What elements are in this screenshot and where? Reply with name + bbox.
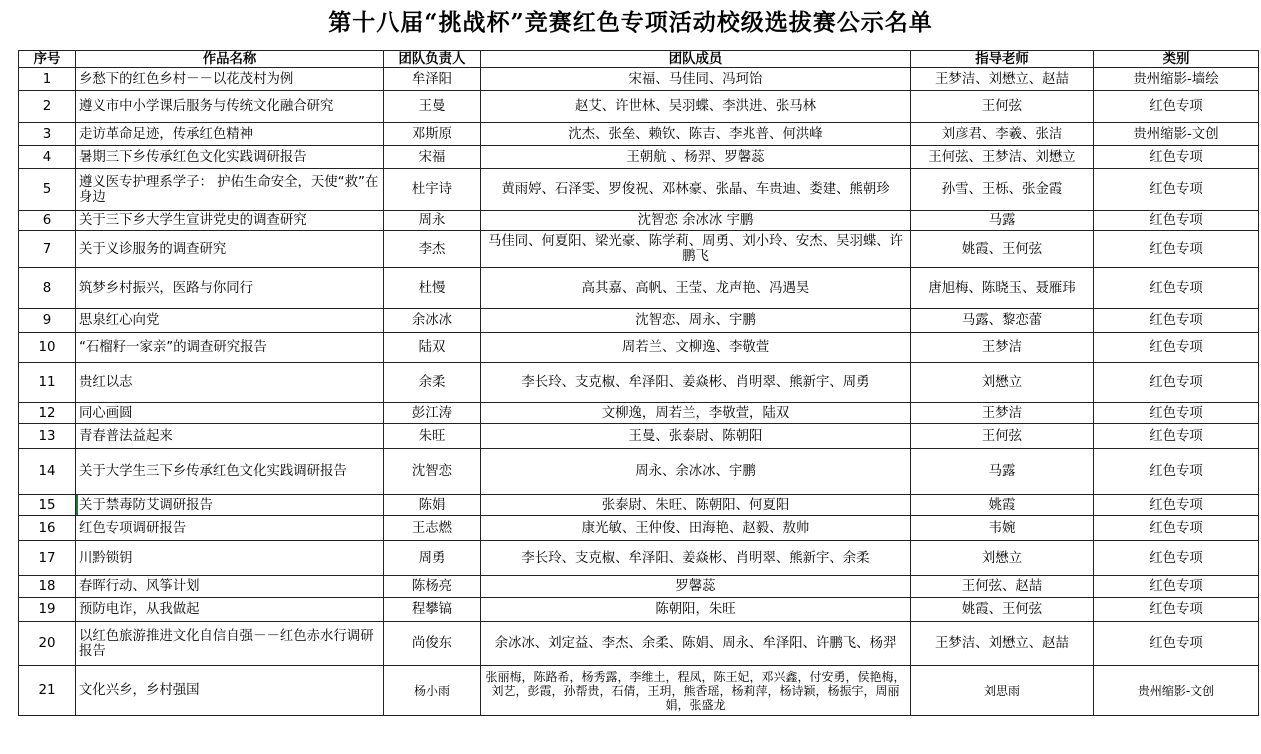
project-name[interactable]: 遵义医专护理系学子： 护佑生命安全，天使“救”在身边 [76, 169, 384, 211]
row-number[interactable]: 5 [19, 169, 76, 211]
category[interactable]: 红色专项 [1094, 403, 1259, 424]
table-row [19, 268, 1259, 309]
category[interactable]: 红色专项 [1094, 211, 1259, 231]
advisor[interactable]: 唐旭梅、陈晓玉、聂雁玮 [911, 268, 1094, 309]
row-number[interactable]: 18 [19, 576, 76, 598]
row-number[interactable]: 20 [19, 622, 76, 666]
team-leader[interactable]: 杨小雨 [384, 666, 481, 716]
row-number[interactable]: 21 [19, 666, 76, 716]
table-row [19, 146, 1259, 169]
category[interactable]: 红色专项 [1094, 495, 1259, 516]
header-no: 序号 [19, 51, 76, 68]
table-row [19, 363, 1259, 403]
row-number[interactable]: 10 [19, 333, 76, 363]
table-row [19, 403, 1259, 424]
header-members: 团队成员 [481, 51, 911, 68]
team-members[interactable]: 张丽梅，陈路希，杨秀露，李维土，程凤，陈王妃，邓兴鑫，付安勇，侯艳梅，刘艺，彭霞，孙帮贵，石倩，王玥，熊香瑶，杨莉萍，杨诗颖，杨振宇，周丽娟，张盛龙 [481, 666, 911, 716]
header-category: 类别 [1094, 51, 1259, 68]
category[interactable]: 红色专项 [1094, 424, 1259, 449]
team-leader[interactable]: 王志燃 [384, 516, 481, 541]
row-number[interactable]: 17 [19, 541, 76, 576]
category[interactable]: 红色专项 [1094, 541, 1259, 576]
team-leader[interactable]: 牟泽阳 [384, 68, 481, 91]
category[interactable]: 红色专项 [1094, 231, 1259, 268]
team-members[interactable]: 周永、余冰冰、宇鹏 [481, 449, 911, 495]
project-name[interactable]: 贵红以志 [76, 363, 384, 403]
row-number[interactable]: 2 [19, 91, 76, 123]
advisor[interactable]: 韦婉 [911, 516, 1094, 541]
advisor[interactable]: 马露 [911, 211, 1094, 231]
table-row [19, 211, 1259, 231]
row-number[interactable]: 14 [19, 449, 76, 495]
team-members[interactable]: 罗馨蕊 [481, 576, 911, 598]
advisor[interactable]: 姚霞、王何弦 [911, 598, 1094, 622]
advisor[interactable]: 王何弦、赵喆 [911, 576, 1094, 598]
project-name[interactable]: 青春普法益起来 [76, 424, 384, 449]
advisor[interactable]: 王梦洁、刘懋立、赵喆 [911, 622, 1094, 666]
category[interactable]: 贵州缩影-文创 [1094, 123, 1259, 146]
team-leader[interactable]: 陈娟 [384, 495, 481, 516]
advisor[interactable]: 王梦洁、刘懋立、赵喆 [911, 68, 1094, 91]
table-row [19, 333, 1259, 363]
team-members[interactable]: 高其嘉、高帆、王莹、龙声艳、冯遇昊 [481, 268, 911, 309]
row-number[interactable]: 7 [19, 231, 76, 268]
team-members[interactable]: 黄雨婷、石泽雯、罗俊祝、邓林豪、张晶、车贵迪、娄建、熊朝珍 [481, 169, 911, 211]
team-members[interactable]: 陈朝阳，朱旺 [481, 598, 911, 622]
project-name[interactable]: 暑期三下乡传承红色文化实践调研报告 [76, 146, 384, 169]
team-members[interactable]: 赵艾、许世林、吴羽蝶、李洪进、张马林 [481, 91, 911, 123]
row-number[interactable]: 16 [19, 516, 76, 541]
category[interactable]: 红色专项 [1094, 363, 1259, 403]
project-name[interactable]: 关于义诊服务的调查研究 [76, 231, 384, 268]
team-leader[interactable]: 杜慢 [384, 268, 481, 309]
project-name[interactable]: 关于禁毒防艾调研报告 [76, 495, 384, 516]
row-number[interactable]: 19 [19, 598, 76, 622]
table-row [19, 666, 1259, 716]
advisor[interactable]: 王梦洁 [911, 403, 1094, 424]
team-leader[interactable]: 陈杨亮 [384, 576, 481, 598]
row-number[interactable]: 12 [19, 403, 76, 424]
advisor[interactable]: 马露、黎恋蕾 [911, 309, 1094, 333]
table-row [19, 576, 1259, 598]
team-members[interactable]: 李长玲、支克椒、牟泽阳、姜焱彬、肖明翠、熊新宇、周勇 [481, 363, 911, 403]
category[interactable]: 贵州缩影-墙绘 [1094, 68, 1259, 91]
table-row [19, 516, 1259, 541]
team-members[interactable]: 王曼、张泰尉、陈朝阳 [481, 424, 911, 449]
advisor[interactable]: 姚霞、王何弦 [911, 231, 1094, 268]
table-row [19, 309, 1259, 333]
project-name[interactable]: 筑梦乡村振兴，医路与你同行 [76, 268, 384, 309]
header-name: 作品名称 [76, 51, 384, 68]
advisor[interactable]: 王何弦 [911, 424, 1094, 449]
results-table [18, 50, 1259, 716]
row-number[interactable]: 15 [19, 495, 76, 516]
table-row [19, 622, 1259, 666]
team-leader[interactable]: 邓斯原 [384, 123, 481, 146]
category[interactable]: 红色专项 [1094, 598, 1259, 622]
team-leader[interactable]: 余冰冰 [384, 309, 481, 333]
team-leader[interactable]: 周勇 [384, 541, 481, 576]
table-row [19, 169, 1259, 211]
advisor[interactable]: 王梦洁 [911, 333, 1094, 363]
team-leader[interactable]: 周永 [384, 211, 481, 231]
category[interactable]: 红色专项 [1094, 309, 1259, 333]
category[interactable]: 贵州缩影-文创 [1094, 666, 1259, 716]
row-number[interactable]: 13 [19, 424, 76, 449]
table-row [19, 598, 1259, 622]
category[interactable]: 红色专项 [1094, 449, 1259, 495]
row-number[interactable]: 9 [19, 309, 76, 333]
project-name[interactable]: 乡愁下的红色乡村－－以花茂村为例 [76, 68, 384, 91]
table-row [19, 91, 1259, 123]
project-name[interactable]: 红色专项调研报告 [76, 516, 384, 541]
project-name[interactable]: 遵义市中小学课后服务与传统文化融合研究 [76, 91, 384, 123]
advisor[interactable]: 刘懋立 [911, 363, 1094, 403]
advisor[interactable]: 姚霞 [911, 495, 1094, 516]
advisor[interactable]: 孙雪、王栎、张金霞 [911, 169, 1094, 211]
category[interactable]: 红色专项 [1094, 516, 1259, 541]
project-name[interactable]: 关于三下乡大学生宣讲党史的调查研究 [76, 211, 384, 231]
project-name[interactable]: 思泉红心向党 [76, 309, 384, 333]
row-number[interactable]: 8 [19, 268, 76, 309]
advisor[interactable]: 刘懋立 [911, 541, 1094, 576]
project-name[interactable]: 川黔锁钥 [76, 541, 384, 576]
team-members[interactable]: 文柳逸，周若兰，李敬萱，陆双 [481, 403, 911, 424]
team-members[interactable]: 周若兰、文柳逸、李敬萱 [481, 333, 911, 363]
team-leader[interactable]: 程攀镐 [384, 598, 481, 622]
team-members[interactable]: 沈智恋、周永、宇鹏 [481, 309, 911, 333]
header-leader: 团队负责人 [384, 51, 481, 68]
advisor[interactable]: 刘彦君、李羲、张洁 [911, 123, 1094, 146]
category[interactable]: 红色专项 [1094, 169, 1259, 211]
row-number[interactable]: 4 [19, 146, 76, 169]
table-row [19, 231, 1259, 268]
header-row [19, 51, 1259, 68]
category[interactable]: 红色专项 [1094, 268, 1259, 309]
advisor[interactable]: 马露 [911, 449, 1094, 495]
team-leader[interactable]: 陆双 [384, 333, 481, 363]
team-leader[interactable]: 彭江涛 [384, 403, 481, 424]
team-leader[interactable]: 王曼 [384, 91, 481, 123]
project-name[interactable]: “石榴籽一家亲”的调查研究报告 [76, 333, 384, 363]
team-members[interactable]: 沈杰、张垒、赖钦、陈吉、李兆普、何洪峰 [481, 123, 911, 146]
table-row [19, 541, 1259, 576]
team-members[interactable]: 张泰尉、朱旺、陈朝阳、何夏阳 [481, 495, 911, 516]
category[interactable]: 红色专项 [1094, 622, 1259, 666]
table-row [19, 68, 1259, 91]
team-leader[interactable]: 朱旺 [384, 424, 481, 449]
header-advisor: 指导老师 [911, 51, 1094, 68]
project-name[interactable]: 春晖行动、风筝计划 [76, 576, 384, 598]
team-leader[interactable]: 余柔 [384, 363, 481, 403]
category[interactable]: 红色专项 [1094, 91, 1259, 123]
row-number[interactable]: 6 [19, 211, 76, 231]
team-members[interactable]: 康光敏、王仲俊、田海艳、赵毅、敖帅 [481, 516, 911, 541]
table-row [19, 495, 1259, 516]
row-number[interactable]: 3 [19, 123, 76, 146]
team-members[interactable]: 沈智恋 余冰冰 宇鹏 [481, 211, 911, 231]
table-row [19, 123, 1259, 146]
category[interactable]: 红色专项 [1094, 146, 1259, 169]
project-name[interactable]: 以红色旅游推进文化自信自强－－红色赤水行调研报告 [76, 622, 384, 666]
row-number[interactable]: 1 [19, 68, 76, 91]
row-number[interactable]: 11 [19, 363, 76, 403]
project-name[interactable]: 同心画圆 [76, 403, 384, 424]
project-name[interactable]: 走访革命足迹，传承红色精神 [76, 123, 384, 146]
table-row [19, 424, 1259, 449]
category[interactable]: 红色专项 [1094, 333, 1259, 363]
team-leader[interactable]: 沈智恋 [384, 449, 481, 495]
team-leader[interactable]: 宋福 [384, 146, 481, 169]
team-leader[interactable]: 尚俊东 [384, 622, 481, 666]
page-title: 第十八届“挑战杯”竞赛红色专项活动校级选拔赛公示名单 [328, 9, 933, 36]
team-leader[interactable]: 杜宇诗 [384, 169, 481, 211]
team-members[interactable]: 余冰冰、刘定益、李杰、余柔、陈娟、周永、牟泽阳、许鹏飞、杨羿 [481, 622, 911, 666]
project-name[interactable]: 预防电诈，从我做起 [76, 598, 384, 622]
team-members[interactable]: 宋福、马佳同、冯珂饴 [481, 68, 911, 91]
project-name[interactable]: 关于大学生三下乡传承红色文化实践调研报告 [76, 449, 384, 495]
team-members[interactable]: 李长玲、支克椒、牟泽阳、姜焱彬、肖明翠、熊新宇、余柔 [481, 541, 911, 576]
table-row [19, 449, 1259, 495]
category[interactable]: 红色专项 [1094, 576, 1259, 598]
team-leader[interactable]: 李杰 [384, 231, 481, 268]
project-name[interactable]: 文化兴乡，乡村强国 [76, 666, 384, 716]
advisor[interactable]: 王何弦 [911, 91, 1094, 123]
advisor[interactable]: 王何弦、王梦洁、刘懋立 [911, 146, 1094, 169]
team-members[interactable]: 马佳同、何夏阳、梁光豪、陈学莉、周勇、刘小玲、安杰、吴羽蝶、许鹏飞 [481, 231, 911, 268]
team-members[interactable]: 王朝航 、杨羿、罗馨蕊 [481, 146, 911, 169]
advisor[interactable]: 刘思雨 [911, 666, 1094, 716]
